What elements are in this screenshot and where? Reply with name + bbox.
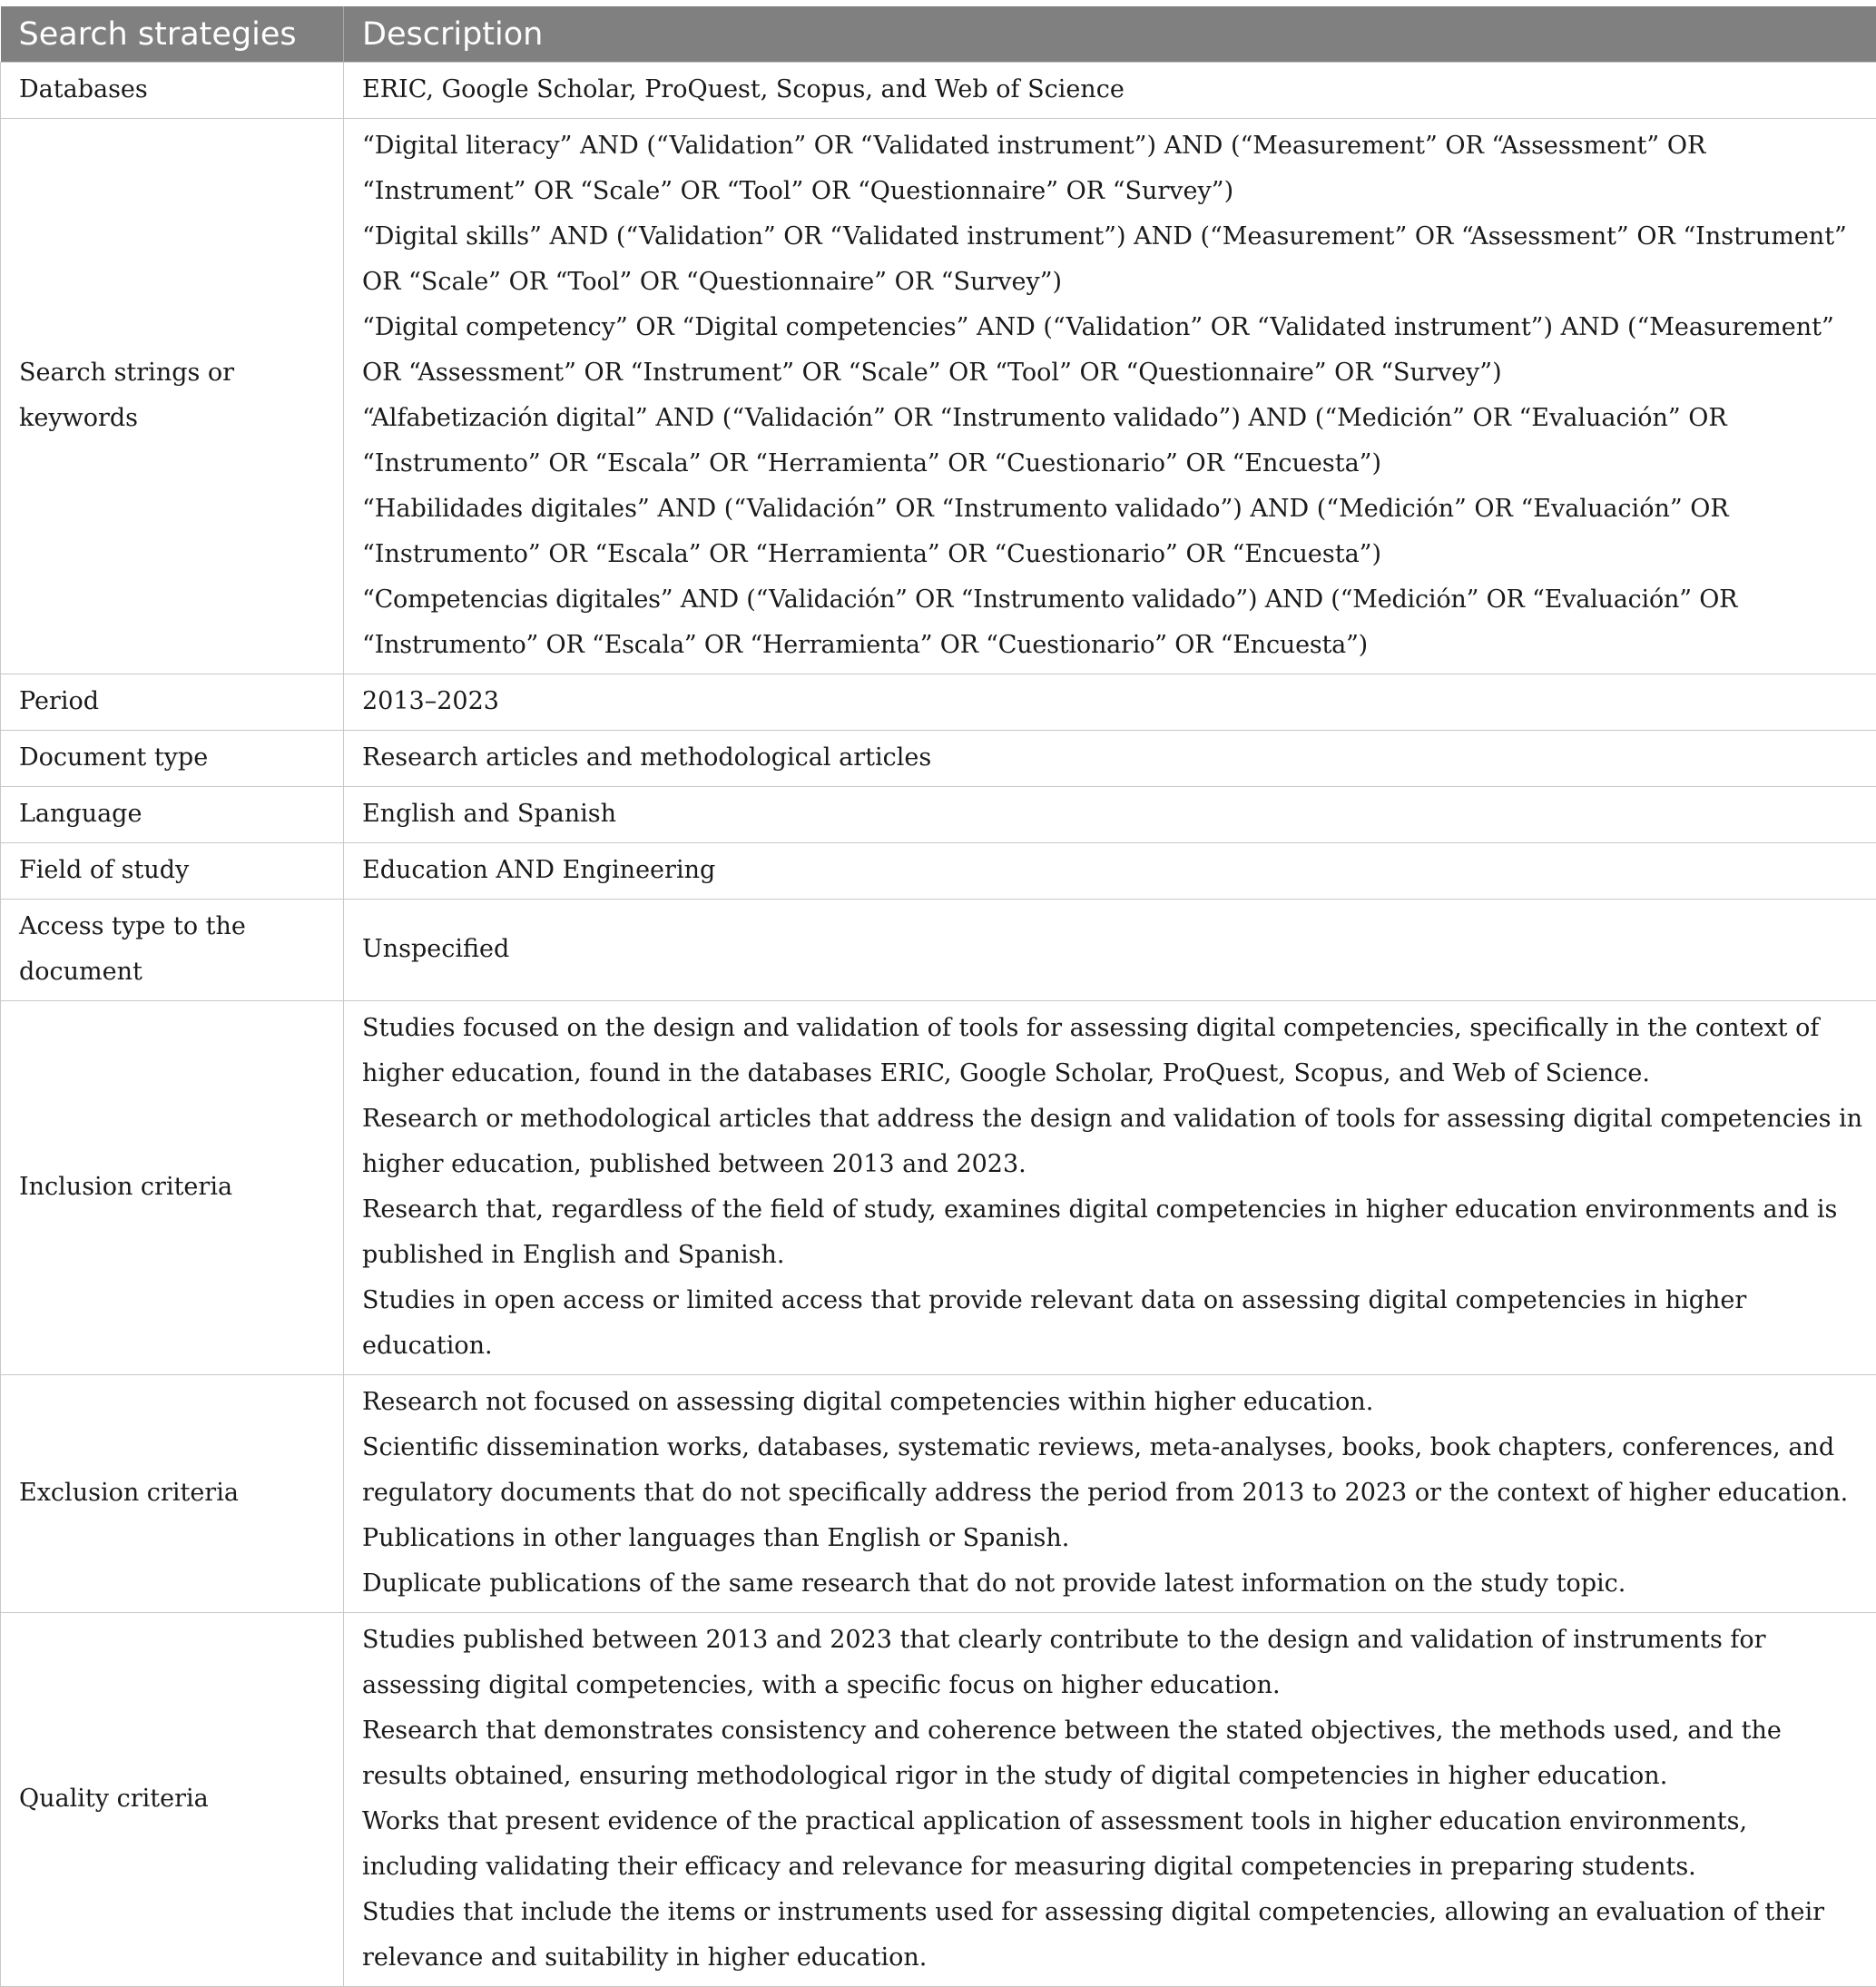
desc-line: Education AND Engineering xyxy=(362,848,1863,893)
desc-line: Unspecified xyxy=(362,927,1863,972)
row-label-document-type: Document type xyxy=(1,731,344,787)
row-desc-search-strings xyxy=(344,119,1876,674)
desc-line: Publications in other languages than English or Spanish. xyxy=(362,1516,1863,1561)
row-desc-field-of-study xyxy=(344,843,1876,900)
row-desc-databases xyxy=(344,63,1876,119)
search-strategies-table xyxy=(0,6,1876,1987)
desc-line: “Digital competency” OR “Digital competencies” AND (“Validation” OR “Validated instrument”) AND (“Measurement” OR “Assessment” OR “Instrument” OR “Scale” OR “Tool” OR “Questionnaire” OR “Survey”) xyxy=(362,305,1863,396)
row-label-quality-criteria: Quality criteria xyxy=(1,1613,344,1987)
desc-line: Studies that include the items or instruments used for assessing digital competencies, allowing an evaluation of their relevance and suitability in higher education. xyxy=(362,1890,1863,1981)
table-row xyxy=(1,900,1876,1001)
desc-line: Studies in open access or limited access that provide relevant data on assessing digital competencies in higher education. xyxy=(362,1278,1863,1369)
desc-line: Works that present evidence of the practical application of assessment tools in higher education environments, including validating their efficacy and relevance for measuring digital competencies in preparing students. xyxy=(362,1799,1863,1890)
table-row xyxy=(1,1001,1876,1375)
table-row xyxy=(1,731,1876,787)
table-row xyxy=(1,1375,1876,1613)
desc-line: Research not focused on assessing digital competencies within higher education. xyxy=(362,1380,1863,1425)
row-label-access-type: Access type to the document xyxy=(1,900,344,1001)
row-desc-inclusion-criteria xyxy=(344,1001,1876,1375)
desc-line: English and Spanish xyxy=(362,792,1863,837)
header-search-strategies: Search strategies xyxy=(1,6,344,63)
table-row xyxy=(1,674,1876,731)
row-desc-access-type xyxy=(344,900,1876,1001)
row-label-inclusion-criteria: Inclusion criteria xyxy=(1,1001,344,1375)
row-label-language: Language xyxy=(1,787,344,843)
desc-line: Studies focused on the design and validation of tools for assessing digital competencies, specifically in the context of higher education, found in the databases ERIC, Google Scholar, ProQuest, Scopus, and Web of Science. xyxy=(362,1006,1863,1097)
table-body xyxy=(1,63,1876,1987)
table-row xyxy=(1,843,1876,900)
desc-line: “Habilidades digitales” AND (“Validación” OR “Instrumento validado”) AND (“Medición” OR “Evaluación” OR “Instrumento” OR “Escala” OR “Herramienta” OR “Cuestionario” OR “Encuesta”) xyxy=(362,487,1863,577)
desc-line: Research articles and methodological articles xyxy=(362,735,1863,781)
desc-line: Studies published between 2013 and 2023 that clearly contribute to the design and validation of instruments for assessing digital competencies, with a specific focus on higher education. xyxy=(362,1618,1863,1708)
table-row xyxy=(1,63,1876,119)
row-desc-document-type xyxy=(344,731,1876,787)
row-desc-quality-criteria xyxy=(344,1613,1876,1987)
table-row xyxy=(1,787,1876,843)
header-description: Description xyxy=(344,6,1876,63)
table-row xyxy=(1,119,1876,674)
desc-line: “Digital literacy” AND (“Validation” OR “Validated instrument”) AND (“Measurement” OR “Assessment” OR “Instrument” OR “Scale” OR “Tool” OR “Questionnaire” OR “Survey”) xyxy=(362,123,1863,214)
desc-line: Research that demonstrates consistency and coherence between the stated objectives, the methods used, and the results obtained, ensuring methodological rigor in the study of digital competencies in higher education. xyxy=(362,1708,1863,1799)
desc-line: “Competencias digitales” AND (“Validación” OR “Instrumento validado”) AND (“Medición” OR “Evaluación” OR “Instrumento” OR “Escala” OR “Herramienta” OR “Cuestionario” OR “Encuesta”) xyxy=(362,577,1863,668)
desc-line: Scientific dissemination works, databases, systematic reviews, meta-analyses, books, book chapters, conferences, and regulatory documents that do not specifically address the period from 2013 to 2023 or the context of higher education. xyxy=(362,1425,1863,1516)
desc-line: ERIC, Google Scholar, ProQuest, Scopus, and Web of Science xyxy=(362,67,1863,113)
row-label-databases: Databases xyxy=(1,63,344,119)
row-label-field-of-study: Field of study xyxy=(1,843,344,900)
row-label-exclusion-criteria: Exclusion criteria xyxy=(1,1375,344,1613)
header-row xyxy=(1,6,1876,63)
row-label-period: Period xyxy=(1,674,344,731)
desc-line: Research that, regardless of the field of study, examines digital competencies in higher education environments and is published in English and Spanish. xyxy=(362,1187,1863,1278)
desc-line: “Alfabetización digital” AND (“Validación” OR “Instrumento validado”) AND (“Medición” OR “Evaluación” OR “Instrumento” OR “Escala” OR “Herramienta” OR “Cuestionario” OR “Encuesta”) xyxy=(362,396,1863,487)
row-desc-period xyxy=(344,674,1876,731)
desc-line: Duplicate publications of the same research that do not provide latest information on the study topic. xyxy=(362,1561,1863,1607)
table-header xyxy=(1,6,1876,63)
row-desc-exclusion-criteria xyxy=(344,1375,1876,1613)
table-row xyxy=(1,1613,1876,1987)
desc-line: 2013–2023 xyxy=(362,679,1863,724)
row-desc-language xyxy=(344,787,1876,843)
desc-line: “Digital skills” AND (“Validation” OR “Validated instrument”) AND (“Measurement” OR “Assessment” OR “Instrument” OR “Scale” OR “Tool” OR “Questionnaire” OR “Survey”) xyxy=(362,214,1863,305)
desc-line: Research or methodological articles that address the design and validation of tools for assessing digital competencies in higher education, published between 2013 and 2023. xyxy=(362,1097,1863,1187)
search-strategies-table-container xyxy=(0,6,1876,1987)
row-label-search-strings: Search strings or keywords xyxy=(1,119,344,674)
